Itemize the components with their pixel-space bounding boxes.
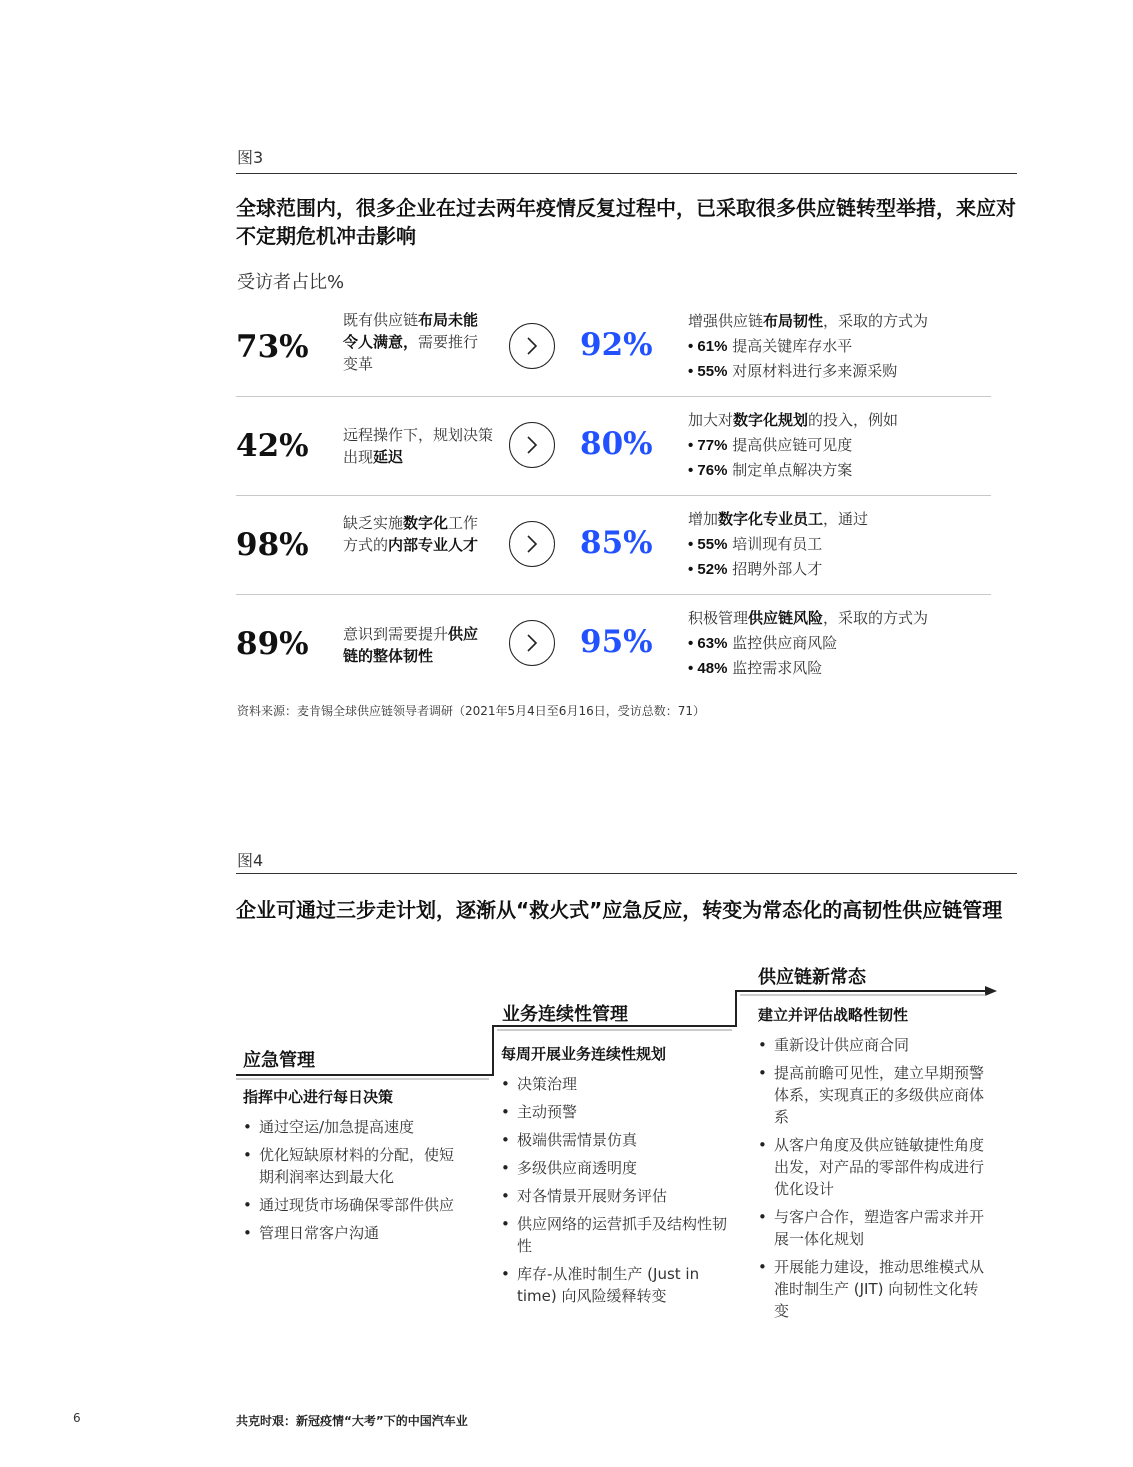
bullet-percentage: 76% — [697, 462, 728, 479]
stage-item: • 极端供需情景仿真 — [501, 1129, 736, 1151]
problem-percentage: 42% — [236, 428, 309, 464]
stage-item: • 与客户合作，塑造客户需求并开展一体化规划 — [758, 1206, 990, 1250]
description-text: 意识到需要提升 — [343, 625, 449, 643]
bullet-percentage: 55% — [697, 536, 728, 553]
bullet-text: 监控供应商风险 — [732, 634, 838, 652]
stat-row — [236, 299, 991, 398]
bullet-text: 提高关键库存水平 — [732, 337, 853, 355]
emphasis-text: 延迟 — [373, 448, 404, 466]
description-text: 既有供应链 — [343, 311, 419, 329]
bullet-icon: • — [688, 536, 698, 553]
stage-item: • 重新设计供应商合同 — [758, 1034, 990, 1056]
action-bullet — [688, 631, 998, 656]
bullet-icon: • — [688, 660, 698, 677]
bullet-text: 提高供应链可见度 — [732, 436, 853, 454]
problem-description — [343, 424, 493, 468]
emphasis-text: 供应链的整体韧性 — [343, 625, 479, 665]
stage-item: • 供应网络的运营抓手及结构性韧性 — [501, 1213, 736, 1257]
figure4-title: 企业可通过三步走计划，逐渐从“救火式”应急反应，转变为常态化的高韧性供应链管理 — [236, 898, 1003, 922]
stage-item-list — [243, 1116, 468, 1244]
row-divider — [236, 594, 991, 595]
chevron-right-icon — [509, 521, 555, 567]
action-heading — [688, 309, 998, 334]
action-percentage: 95% — [580, 624, 653, 660]
emphasis-text: 布局韧性 — [763, 312, 824, 330]
figure4-label: 图4 — [237, 851, 264, 870]
figure3-label: 图3 — [237, 148, 264, 167]
bullet-percentage: 48% — [697, 660, 728, 677]
heading-text: 的投入，例如 — [808, 411, 899, 429]
stage-item: • 管理日常客户沟通 — [243, 1222, 468, 1244]
stage-item-list — [758, 1034, 990, 1322]
row-divider — [236, 396, 991, 397]
heading-text: 增加 — [688, 510, 719, 528]
action-bullet — [688, 532, 998, 557]
bullet-icon: • — [688, 462, 698, 479]
stage-item: • 通过空运/加急提高速度 — [243, 1116, 468, 1138]
stage-item: • 开展能力建设，推动思维模式从准时制生产 (JIT) 向韧性文化转变 — [758, 1256, 990, 1322]
stage-head: 建立并评估战略性韧性 — [758, 1006, 909, 1024]
heading-text: ，采取的方式为 — [823, 312, 929, 330]
problem-description — [343, 512, 493, 556]
problem-percentage: 98% — [236, 527, 309, 563]
emphasis-text: 数字化专业员工 — [718, 510, 824, 528]
heading-text: 增强供应链 — [688, 312, 764, 330]
emphasis-text: 内部专业人才 — [388, 536, 479, 554]
stage-item: • 从客户角度及供应链敏捷性角度出发，对产品的零部件构成进行优化设计 — [758, 1134, 990, 1200]
bullet-icon: • — [688, 363, 698, 380]
chevron-right-icon — [509, 323, 555, 369]
stage-item: • 决策治理 — [501, 1073, 736, 1095]
action-details — [688, 507, 998, 582]
figure4-top-rule — [236, 873, 1017, 874]
figure3-subtitle: 受访者占比% — [237, 272, 345, 293]
bullet-percentage: 77% — [697, 437, 728, 454]
heading-text: 积极管理 — [688, 609, 749, 627]
stage-title-emergency: 应急管理 — [243, 1050, 315, 1071]
problem-percentage: 89% — [236, 626, 309, 662]
stage-column-continuity — [501, 1043, 736, 1313]
stage-head: 每周开展业务连续性规划 — [501, 1045, 667, 1063]
description-text: 远程操作下，规划决策出现 — [343, 426, 494, 466]
bullet-icon: • — [688, 437, 698, 454]
figure3-top-rule — [236, 173, 1017, 174]
action-heading — [688, 606, 998, 631]
problem-description — [343, 623, 493, 667]
action-percentage: 80% — [580, 426, 653, 462]
bullet-text: 制定单点解决方案 — [732, 461, 853, 479]
action-bullet — [688, 656, 998, 681]
stage-item: • 优化短缺原材料的分配，使短期利润率达到最大化 — [243, 1144, 468, 1188]
stage-item-list — [501, 1073, 736, 1307]
stage-title-new-normal: 供应链新常态 — [758, 967, 866, 988]
bullet-icon: • — [688, 635, 698, 652]
action-details — [688, 408, 998, 483]
stage-title-continuity: 业务连续性管理 — [502, 1004, 628, 1025]
emphasis-text: 数字化规划 — [733, 411, 809, 429]
stage-column-emergency — [243, 1086, 468, 1250]
action-heading — [688, 507, 998, 532]
stat-row — [236, 398, 991, 497]
bullet-text: 培训现有员工 — [732, 535, 823, 553]
action-bullet — [688, 359, 998, 384]
stat-row — [236, 497, 991, 596]
stage-item: • 对各情景开展财务评估 — [501, 1185, 736, 1207]
page-number: 6 — [73, 1411, 81, 1425]
emphasis-text: 供应链风险 — [748, 609, 824, 627]
action-details — [688, 309, 998, 384]
stage-item: • 主动预警 — [501, 1101, 736, 1123]
bullet-percentage: 63% — [697, 635, 728, 652]
row-divider — [236, 495, 991, 496]
bullet-icon: • — [688, 338, 698, 355]
problem-percentage: 73% — [236, 329, 309, 365]
emphasis-text: 数字化 — [403, 514, 449, 532]
stage-item: • 多级供应商透明度 — [501, 1157, 736, 1179]
description-text: 工作方式的 — [343, 514, 479, 554]
action-percentage: 85% — [580, 525, 653, 561]
description-text: 缺乏实施 — [343, 514, 404, 532]
stage-item: • 提高前瞻可见性，建立早期预警体系，实现真正的多级供应商体系 — [758, 1062, 990, 1128]
chevron-right-icon — [509, 620, 555, 666]
footer-text: 共克时艰：新冠疫情“大考”下的中国汽车业 — [236, 1414, 468, 1428]
bullet-text: 监控需求风险 — [732, 659, 823, 677]
heading-text: ，采取的方式为 — [823, 609, 929, 627]
heading-text: ，通过 — [823, 510, 869, 528]
bullet-text: 对原材料进行多来源采购 — [732, 362, 898, 380]
description-text: 需要推行变革 — [343, 333, 479, 373]
bullet-icon: • — [688, 561, 698, 578]
bullet-percentage: 55% — [697, 363, 728, 380]
bullet-text: 招聘外部人才 — [732, 560, 823, 578]
stat-row — [236, 596, 991, 695]
action-heading — [688, 408, 998, 433]
heading-text: 加大对 — [688, 411, 734, 429]
figure3-source: 资料来源：麦肯锡全球供应链领导者调研（2021年5月4日至6月16日，受访总数：71） — [237, 704, 705, 718]
stage-item: • 通过现货市场确保零部件供应 — [243, 1194, 468, 1216]
problem-description — [343, 309, 493, 375]
emphasis-text: 布局未能令人满意， — [343, 311, 479, 351]
action-bullet — [688, 433, 998, 458]
action-details — [688, 606, 998, 681]
action-bullet — [688, 458, 998, 483]
action-bullet — [688, 557, 998, 582]
stage-head: 指挥中心进行每日决策 — [243, 1088, 394, 1106]
bullet-percentage: 52% — [697, 561, 728, 578]
bullet-percentage: 61% — [697, 338, 728, 355]
stage-column-new-normal — [758, 1004, 990, 1328]
figure3-title: 全球范围内，很多企业在过去两年疫情反复过程中，已采取很多供应链转型举措，来应对不定期危机冲击影响 — [236, 196, 1016, 248]
action-percentage: 92% — [580, 327, 653, 363]
action-bullet — [688, 334, 998, 359]
chevron-right-icon — [509, 422, 555, 468]
stage-item: • 库存-从准时制生产 (Just in time) 向风险缓释转变 — [501, 1263, 736, 1307]
